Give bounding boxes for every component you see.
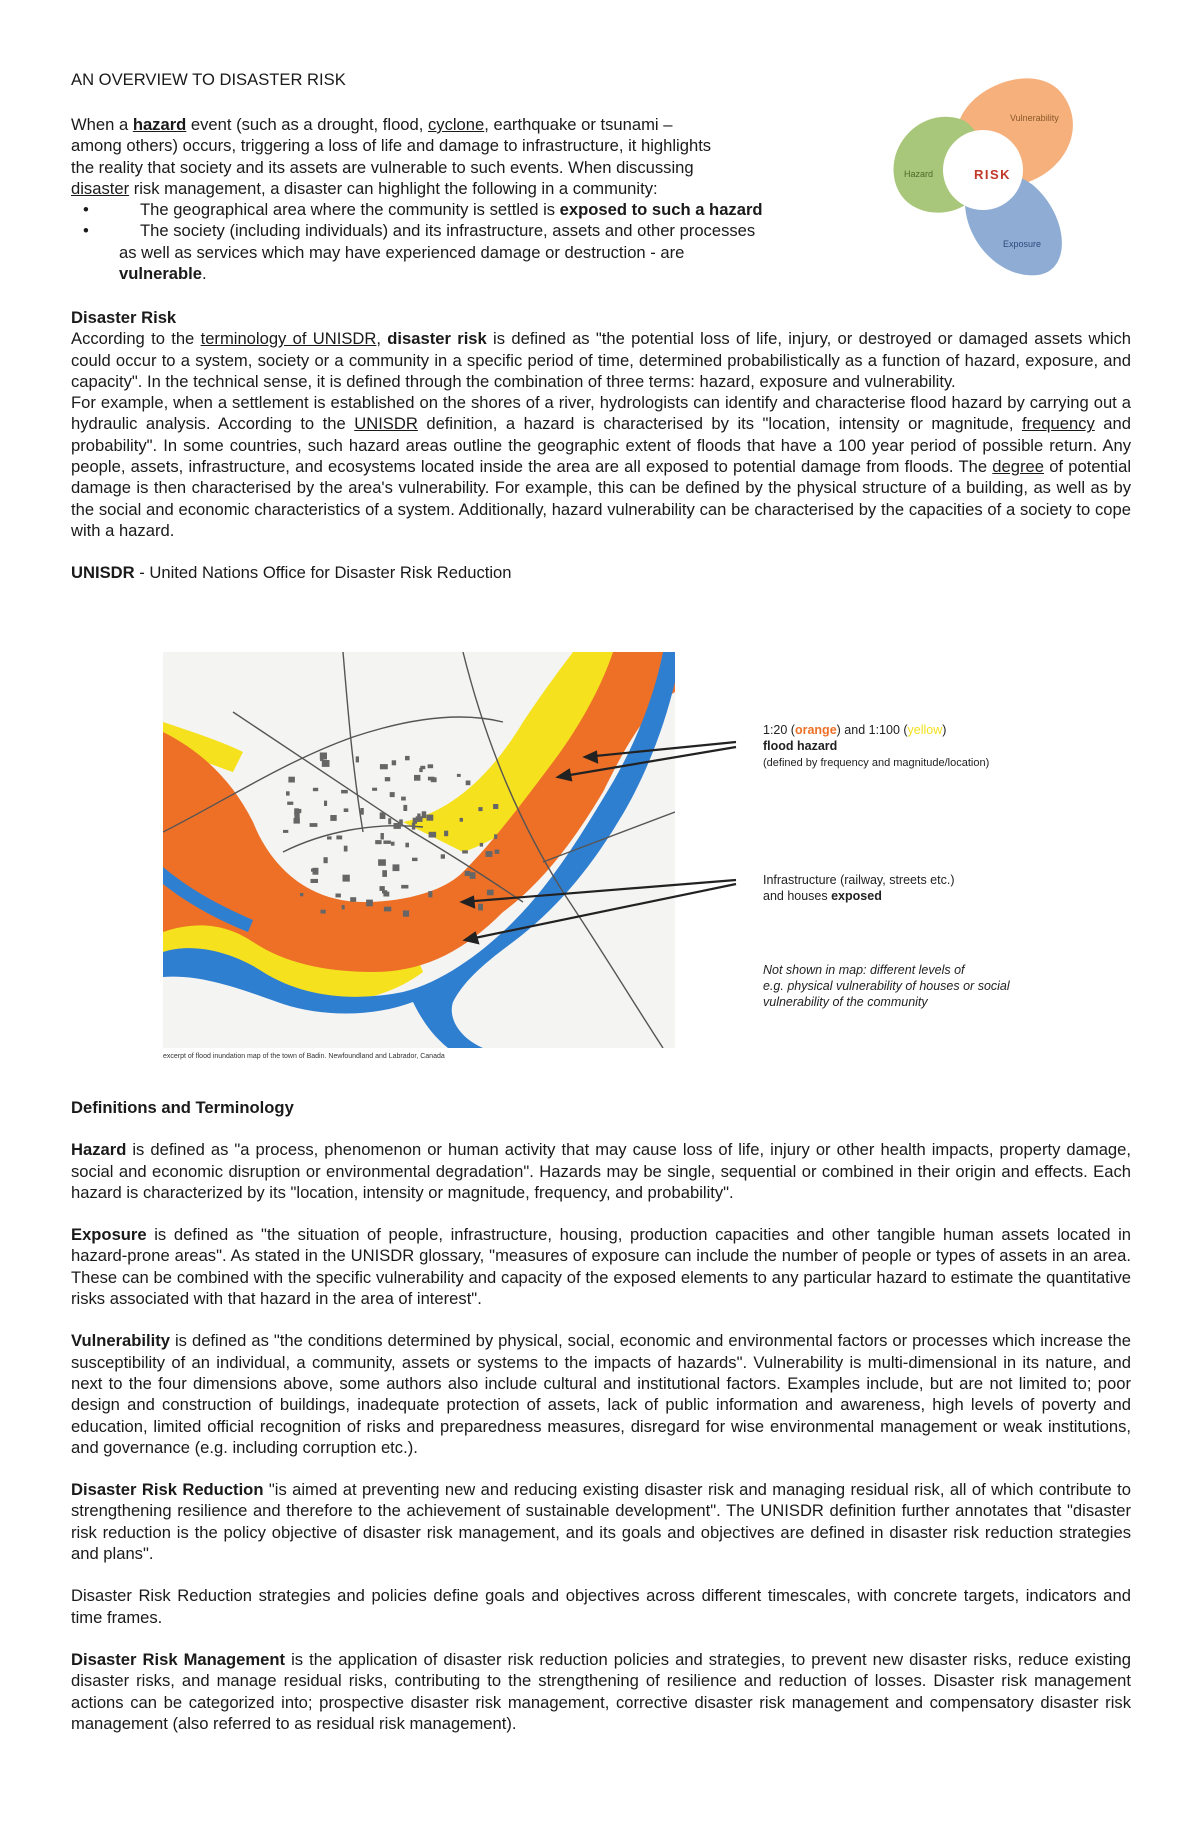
house (486, 851, 493, 857)
bullet-icon: • (83, 221, 89, 241)
intro-text: , earthquake or tsunami – (484, 115, 673, 134)
annot-text: ) (942, 723, 947, 737)
house (429, 832, 437, 838)
body-bold: disaster risk (387, 329, 487, 349)
exposure-label: Exposure (1003, 239, 1042, 249)
house (388, 818, 391, 824)
house (311, 879, 319, 883)
intro-text: the reality that society and its assets are vulnerable to such events. When discussing (71, 157, 694, 177)
annot-bold: flood hazard (763, 739, 838, 753)
degree-link[interactable]: degree (992, 457, 1044, 477)
house (401, 885, 408, 889)
house (286, 791, 290, 795)
body-text: preparedness (440, 1416, 542, 1436)
body-text: , (376, 329, 388, 349)
house (327, 836, 332, 839)
house (341, 790, 348, 794)
vulnerability-label: Vulnerability (1010, 113, 1059, 123)
unisdr-definition (71, 562, 1131, 583)
house (344, 846, 348, 852)
annot-text: vulnerability of the community (763, 995, 928, 1009)
house (495, 850, 500, 854)
annot-text: Not shown in map: different levels of (763, 963, 965, 977)
intro-text: When a (71, 115, 133, 134)
map-caption: excerpt of flood inundation map of the town of Badin. Newfoundland and Labrador, Canada (163, 1053, 445, 1060)
house (380, 812, 386, 819)
house (294, 818, 300, 824)
bullet-text: as well as services which may have experienced damage or destruction - are (119, 242, 685, 262)
list-item (71, 199, 831, 220)
vulnerability-definition (71, 1330, 1131, 1458)
drm-definition (71, 1649, 1131, 1734)
house (405, 756, 410, 760)
house (428, 764, 434, 768)
house (288, 777, 295, 783)
house (294, 808, 299, 815)
house (419, 768, 422, 772)
house (356, 756, 359, 762)
house (428, 777, 434, 781)
disaster-risk-section (71, 307, 1131, 584)
house (382, 870, 387, 877)
body-bold: UNISDR (71, 563, 135, 583)
house (382, 890, 387, 893)
house (470, 872, 476, 879)
unisdr-link[interactable]: UNISDR (354, 414, 418, 434)
house (324, 801, 327, 806)
term-bold: Exposure (71, 1225, 147, 1245)
house (342, 905, 345, 909)
house (378, 859, 386, 866)
house (372, 788, 377, 791)
body-text: definition, a hazard is characterised by its "location, intensity or magnitude, (417, 414, 1022, 434)
house (403, 805, 407, 811)
house (422, 811, 427, 818)
house (380, 764, 388, 769)
body-text: resilience (177, 1501, 248, 1521)
disaster-risk-paragraph-1 (71, 328, 1131, 392)
drr-definition (71, 1479, 1131, 1564)
bullet-bold: vulnerable (119, 264, 203, 284)
body-text: and therefore to the achievement of sustainable development". The UNISDR definition further annotates that "disaster risk reduction is the policy objective of disaster risk management, and its goals and objectives are defined in disaster risk reduction strategies and plans". (71, 1501, 1132, 1564)
vulnerability-annotation (763, 962, 1010, 1010)
house (465, 871, 471, 876)
house (493, 804, 498, 809)
intro-paragraph (71, 114, 831, 199)
house (480, 843, 483, 847)
house (457, 774, 461, 777)
body-text: According to the (71, 329, 201, 349)
exposure-annotation (763, 872, 955, 904)
house (344, 808, 349, 812)
house (412, 823, 415, 830)
house (444, 831, 448, 837)
yellow-label: yellow (907, 723, 943, 737)
house (478, 904, 483, 911)
orange-label: orange (794, 723, 837, 737)
house (391, 842, 395, 846)
term-bold: Disaster Risk Reduction (71, 1480, 264, 1500)
house (494, 834, 497, 839)
page-title: AN OVERVIEW TO DISASTER RISK (71, 70, 346, 89)
disaster-risk-paragraph-2 (71, 392, 1131, 541)
body-text: "is aimed at preventing new and reducing existing disaster risk and managing residual risk, all of which contribute to strengthening (71, 1480, 1132, 1521)
body-text: measures, disregard for wise environmental management or weak institutions, and governance (e.g. including corruption etc.). (71, 1416, 1131, 1457)
intro-section (71, 114, 831, 284)
annot-text: Infrastructure (railway, streets etc.) (763, 873, 955, 887)
body-text: of potential damage is then characterised by the area's vulnerability. For example, this can be defined by the physical structure of a building, as well as by the social and economic characteristics of a system. Additionally, hazard vulnerability can be characterised by the capacities of a society to cope with a hazard. (71, 457, 1132, 540)
bullet-bold: exposed to such a hazard (559, 200, 763, 220)
house (283, 830, 288, 833)
flood-map (163, 652, 675, 1048)
body-text: is defined as "the potential loss of life, injury, or destroyed or damaged assets which could occur to a system, society or a community in a specific period of time, determined probabilistically as a function of hazard, exposure, and capacity". In the technical sense, it is defined through the combination of three terms: hazard, exposure and vulnerability. (71, 329, 1131, 391)
house (478, 807, 482, 811)
term-bold: Hazard (71, 1140, 127, 1160)
annot-text: and houses (763, 889, 832, 903)
bullet-text: The society (including individuals) and its infrastructure, assets and other processes (140, 221, 756, 241)
body-text: and probability". In some countries, such hazard areas outline the geographic extent of floods that have a 100 year period of possible return. Any people, assets, infrastructure, and ecosystems located inside the area are all exposed to potential damage from floods. The (71, 414, 1131, 477)
house (403, 910, 409, 916)
house (336, 836, 342, 840)
house (466, 781, 471, 786)
house (343, 875, 350, 882)
house (393, 864, 400, 871)
drr-strategies: Disaster Risk Reduction strategies and policies define goals and objectives across different timescales, with concrete targets, indicators and time frames. (71, 1586, 1131, 1627)
body-text: For example, when a settlement is established on the shores of a river, hydrologists can identify and characterise flood hazard by carrying out a hydraulic analysis. According to the (71, 393, 1131, 434)
house (414, 775, 420, 781)
frequency-link[interactable]: frequency (1021, 414, 1095, 434)
house (412, 858, 418, 861)
bullet-text: . (202, 264, 207, 284)
list-item (71, 220, 831, 284)
house (392, 760, 396, 765)
body-text: is the application of disaster risk reduction policies and strategies, to prevent new disaster risks, reduce existing disaster risks, and manage residual risks, contributing to the strengthening of resilience and reduction of losses. Disaster risk management actions can be categorized into; prospective disaster risk management, corrective disaster risk management and compensatory disaster risk management (also referred to as residual risk management). (71, 1649, 1132, 1733)
house (394, 823, 401, 829)
house (366, 900, 373, 907)
annot-text: 1:20 ( (763, 723, 795, 737)
house (460, 818, 463, 822)
annot-text: e.g. physical vulnerability of houses or social (763, 979, 1010, 993)
house (487, 890, 494, 896)
house (380, 886, 385, 891)
house (350, 897, 356, 902)
cyclone-link[interactable]: cyclone (427, 115, 485, 134)
house (310, 823, 318, 827)
house (320, 753, 327, 760)
definitions-section (71, 1097, 1131, 1734)
house (324, 857, 328, 863)
body-text: - United Nations Office for Disaster Risk Reduction (134, 563, 512, 583)
intro-text: event (such as a drought, flood, (186, 115, 428, 134)
risk-venn-diagram (888, 75, 1088, 285)
house (330, 815, 336, 821)
house (390, 792, 395, 797)
house (313, 868, 319, 875)
body-text: is defined as "a process, phenomenon or human activity that may cause loss of life, injury or other health impacts, property damage, social and economic disruption or environmental degradation". Hazards may be single, sequential or combined in their origin and effects. Each hazard is characterized by its "location, intensity or magnitude, frequency, and probability". (71, 1140, 1131, 1202)
house (360, 808, 363, 815)
annot-text: (defined by frequency and magnitude/location) (763, 757, 990, 769)
house (375, 840, 381, 844)
house (417, 814, 420, 818)
house (300, 893, 303, 896)
house (287, 802, 293, 805)
house (385, 777, 390, 781)
annot-bold: exposed (831, 889, 882, 903)
house (313, 788, 318, 791)
section-heading: Definitions and Terminology (71, 1098, 294, 1117)
house (416, 816, 423, 822)
house (462, 850, 468, 853)
house (428, 891, 432, 897)
body-text: is defined as "the situation of people, infrastructure, housing, production capacities and other tangible human assets located in hazard-prone areas". As stated in the UNISDR glossary, "measures of exposure can include the number of people or types of assets in an area. These can be combined with the specific vulnerability and capacity of the exposed elements to any particular hazard to estimate the quantitative risks associated with that hazard in the area of interest". (71, 1225, 1131, 1309)
hazard-label: Hazard (904, 169, 934, 179)
house (381, 833, 384, 840)
flood-hazard-annotation (763, 722, 989, 771)
unisdr-terminology-link[interactable]: terminology of UNISDR (200, 329, 377, 349)
intro-text: among others) occurs, triggering a loss of life and damage to infrastructure, it highlights (71, 136, 712, 156)
house (401, 797, 406, 801)
body-text: is defined as "the conditions determined by physical, social, economic and environmental factors or processes which increase the susceptibility of an individual, a community, assets or systems to the impacts of hazards". Vulnerability is multi-dimensional in its nature, and next to the four dimensions above, some authors also include cultural and institutional factors. Examples include, but are not limited to; poor design and construction of buildings, inadequate protection of assets, lack of public information and awareness, high levels of poverty and education, limited official recognition of risks and (71, 1331, 1131, 1436)
disaster-link[interactable]: disaster (71, 178, 130, 198)
bullet-icon: • (83, 200, 89, 220)
hazard-link[interactable]: hazard (132, 115, 187, 134)
term-bold: Disaster Risk Management (71, 1649, 286, 1669)
house (441, 854, 445, 858)
bullet-continuation (71, 242, 831, 285)
house (383, 841, 391, 844)
flood-map-image (163, 652, 675, 1048)
risk-label: RISK (974, 167, 1012, 182)
section-heading: Disaster Risk (71, 308, 177, 327)
house (336, 894, 341, 898)
house (405, 843, 409, 848)
intro-bullets (71, 199, 831, 284)
intro-text: risk management, a disaster can highlight the following in a community: (129, 178, 658, 198)
house (321, 910, 326, 914)
bullet-text: The geographical area where the community is settled is (140, 200, 560, 220)
exposure-definition (71, 1224, 1131, 1309)
house (427, 815, 434, 821)
house (384, 907, 391, 912)
term-bold: Vulnerability (71, 1331, 170, 1351)
hazard-definition (71, 1139, 1131, 1203)
annot-text: ) and 1:100 ( (836, 723, 908, 737)
